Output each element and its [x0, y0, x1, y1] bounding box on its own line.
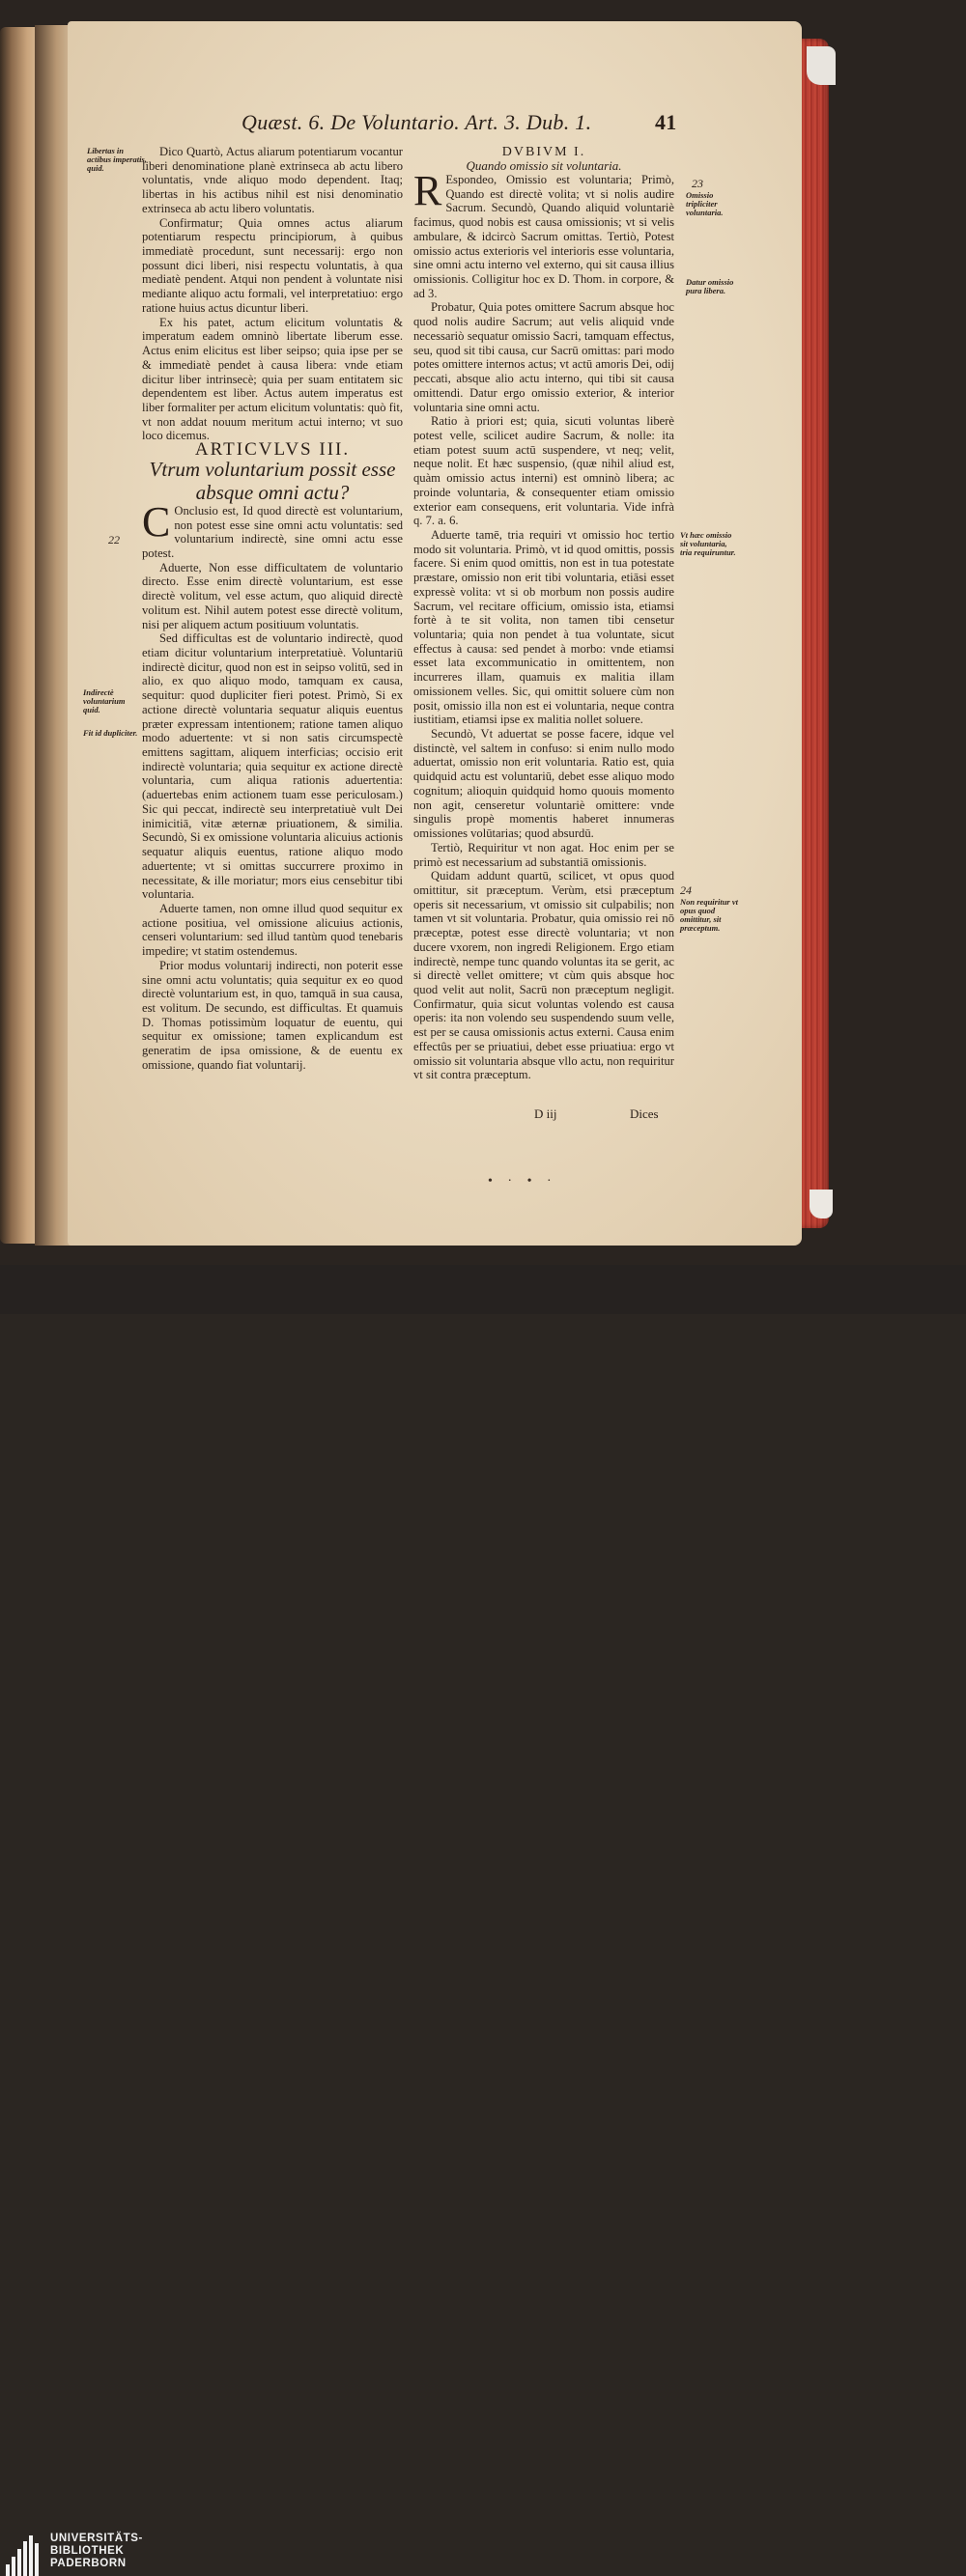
text-column-left [142, 145, 403, 1073]
paragraph: Probatur, Quia potes omittere Sacrum absque hoc quod nolis audire Sacrum; aut velis aliquid vnde necessariò sequatur omissio Sacri, tamquam effectus, seu, quod sit tibi causa, cur Sacrū omittas: pari modo potes omittere internos actus; vt actū amoris Dei, odij peccati, absque alio actu interno, qui tibi sit causa omittendi. Datur ergo omissio exterior, & interior voluntaria sine omni actu. [413, 300, 674, 414]
torn-corner-bottom [810, 1190, 833, 1218]
paragraph-dropcap [413, 167, 674, 300]
paragraph: Aduerte tamē, tria requiri vt omissio hoc tertio modo sit voluntaria. Primò, vt id quod omittis, possis facere. Si enim quod omittis, non est in tua potestate præstare, omissio non erit tibi voluntaria, etiāsi esset expressè volita: vt si ob morbum non possis audire Sacrum, vel recitare officium, omissio ista, etiamsi fortè à te sit volita, non tamen tibi censetur voluntaria; quia non pendet à tua voluntate, sicut effectus à causa: sed pendet à morbo: vnde etiamsi esset lata excommunicatio in omittentem, non incurreres illam, quamuis ex malitia illam omissionem velles. Sic, qui omittit soluere cùm non posit, omissio illa non est ei voluntaria, neque contra iustitiam, etiamsi ipse ex malitia nollet soluere. [413, 527, 674, 727]
paragraph: Secundò, Vt aduertat se posse facere, idque vel distinctè, vel saltem in confuso: si enim nullo modo aduertat, omissio non erit voluntaria. Ratio est, quia quidquid actu est voluntariū, debet esse aliquo modo cognitum; alioquin quidquid homo quouis momento non agit, censeretur voluntariè omittere: vnde singulis propè momentis haberet innumeras omissiones volūtarias; quod absurdū. [413, 727, 674, 841]
margin-number: 22 [108, 533, 120, 546]
drop-cap: R [413, 167, 442, 214]
marginal-note: Libertas in actibus imperatis, quid. [87, 146, 147, 173]
dubium-title: DVBIVM I. [501, 145, 586, 159]
left-page-edge [0, 27, 39, 1244]
marginal-note: Indirectè voluntarium quid. [83, 687, 126, 714]
paragraph-text: Onclusio est, Id quod directè est voluntarium, non potest esse sine omni actu voluntatis: sed voluntarium indirectè, sine omni actu esse potest. [142, 503, 403, 560]
margin-number: 24 [680, 883, 692, 897]
marginal-note: Datur omissio pura libera. [686, 277, 734, 295]
library-name-line: BIBLIOTHEK [50, 2545, 125, 2557]
torn-corner-top [807, 46, 836, 85]
text-column-right [413, 145, 674, 1082]
paragraph: Prior modus voluntarij indirecti, non poterit esse sine omni actu voluntatis; quia sequitur ex eo quod directè voluntarium est, in quo, tamquā in sua causa, est volitum. De secundo, est difficultas. Et quamuis D. Thomas potissimùm loquatur de euentu, qui sequitur ex omissione; tamen explicandum est generatim de ipsa omissione, & de euentu ex omissione, quando fiat voluntarij. [142, 958, 403, 1072]
paragraph: Quidam addunt quartū, scilicet, vt opus quod omittitur, sit præceptum. Verùm, etsi præceptum operis sit necessarium, vt omissio sit culpabilis; non tamen vt sit voluntaria. Probatur, quia omissio rei nō præceptæ, potest esse directè voluntaria; vt non ducere vxorem, non ingredi Religionem. Ergo etiam indirectè, nempe tunc quando voluntas ita se gerit, ac si directè vellet omittere; vt cùm quis absque hoc quod velit aut nolit, Sacrū non præceptum negligit. Confirmatur, quia sicut voluntas volendo est causa operis: ita non volendo seu suspendendo suum velle, est per se causa omissionis actus externi. Causa enim effectûs per se priuatiui, debet esse priuatiua: ergo vt omissio sit voluntaria absque vllo actu, non requiritur vt sit contra præceptum. [413, 869, 674, 1082]
article-question: Vtrum voluntarium possit esse absque omni actu? [149, 457, 396, 504]
dubium-question: Quando omissio sit voluntaria. [466, 158, 622, 173]
paragraph-text: Espondeo, Omissio est voluntaria; Primò, Quando est directè volita; vt si nolis audire Sacrum. Secundò, Quando aliquid voluntariè facimus, quod nobis est causa omissionis; vt si velis ambulare, & idcircò Sacrum omittas. Tertiò, Potest omissio actus exterioris vel interioris esse voluntaria, sine omni actu interno vel externo, qui sit causa illius omissionis. Colligitur hoc ex D. Thom. in corpore, & ad 3. [413, 173, 674, 300]
library-name [50, 2533, 143, 2570]
running-title: Quæst. 6. De Voluntario. Art. 3. Dub. 1. [242, 110, 592, 134]
marginal-note: Vt hæc omissio sit voluntaria, tria requiruntur. [680, 530, 736, 557]
ink-specks: • · • · [488, 1174, 557, 1189]
article-title: ARTICVLVS III. [194, 439, 351, 461]
paragraph: Tertiò, Requiritur vt non agat. Hoc enim per se primò est necessarium ad substantiā omissionis. [413, 840, 674, 869]
scan-image [0, 0, 966, 1265]
paragraph: Dico Quartò, Actus aliarum potentiarum vocantur liberi denominatione planè extrinseca ab actu libero voluntatis, vnde aliquo modo dependent. Itaq; libertas in his actibus nihil est nisi denominatio extrinseca ab actu libero voluntatis. [142, 145, 403, 215]
paragraph: Ratio à priori est; quia, sicuti voluntas liberè potest velle, scilicet audire Sacrum, & nolle: ita etiam potest suum actū suspendere, vt neq; velit, neque nolit. Et hæc suspensio, (quæ nihil aliud est, quàm omissio actus interni) est omninò libera; ac proinde voluntaria, & consequenter etiam omissio exterior eam consequens, erit voluntaria. Vide infrà q. 7. a. 6. [413, 414, 674, 528]
library-footer [0, 1265, 966, 2569]
page-number: 41 [655, 110, 677, 134]
library-logo-icon [6, 2535, 44, 2576]
marginal-note: Non requiritur vt opus quod omittitur, sit præceptum. [680, 897, 738, 933]
paragraph: Ex his patet, actum elicitum voluntatis & imperatum eadem omninò libertate liberum esse. Actus enim elicitus est liber seipso; quia ipse per se & immediatè pendet à causa libera: vnde etiam dicitur liber intrinsecè; quia per suam entitatem sic dependentem est liber. Actus autem imperatus est liber formaliter per actum elicitum voluntatis: quò fit, vt non addat nouum meritum actui interno; vt suo loco dicemus. [142, 315, 403, 443]
signature-mark: D iij [534, 1106, 557, 1121]
drop-cap: C [142, 497, 171, 546]
paragraph: Confirmatur; Quia omnes actus aliarum potentiarum respectu principiorum, à quibus immediatè procedunt, sunt necessarij: ergo non possunt dici liberi, nisi respectu voluntatis, à qua mediatè pendent. Atqui non pendent à voluntate nisi mediante aliquo actu formali, vel interpretatiuo: ergo ratione huius actus dicuntur liberi. [142, 215, 403, 315]
marginal-note: Fit id dupliciter. [83, 728, 138, 738]
catchword: Dices [630, 1106, 659, 1121]
paragraph: Sed difficultas est de voluntario indirectè, quod etiam dicitur voluntarium interpretatiuè. Voluntariū indirectè dicitur, quod non est in seipso volitū, sed in alio, ex quo aliquo modo, tamquam ex causa, sequitur: quod dupliciter fieri potest. Primò, Si ex actione directè voluntaria sequatur aliquis euentus præter expressam intentionem; ratione tamen aliquo modo aduertente: vt si non satis circumspectè emittens sagittam, aliquem interficias; occisio erit indirectè voluntaria; quia sequitur ex actione directè voluntaria, cum aliqua rationis aduertentia: (aduertebas enim actionem tuam esse periculosam.) Sic qui peccat, indirectè seu interpretatiuè vult Dei inimicitiā, vitæ æternæ priuationem, & similia. Secundò, Si ex omissione voluntaria alicuius actionis sequatur aliquis euentus, ratione aliquo modo aduertente; vt si omittas succurrere proximo in necessitate, & ille moriatur; mors eius censebitur tibi voluntaria. [142, 631, 403, 902]
running-header [242, 110, 677, 139]
library-name-line: UNIVERSITÄTS- [50, 2533, 143, 2544]
margin-number: 23 [692, 177, 703, 190]
paragraph: Aduerte, Non esse difficultatem de voluntario directo. Esse enim directè voluntarium, est esse directè volitum, vel esse actum, quo aliquid directè volitum est. Nihil autem potest esse directè volitum, nisi per aliquem actum positiuum voluntatis. [142, 560, 403, 631]
paragraph: Aduerte tamen, non omne illud quod sequitur ex actione positiua, vel omissione alicuius actionis, censeri voluntarium: sed illud tantùm quod tenebaris impedire; vt statim ostendemus. [142, 901, 403, 959]
library-name-line: PADERBORN [50, 2558, 127, 2569]
paragraph-dropcap [142, 497, 403, 561]
marginal-note: Omissio tripliciter voluntaria. [686, 190, 724, 217]
